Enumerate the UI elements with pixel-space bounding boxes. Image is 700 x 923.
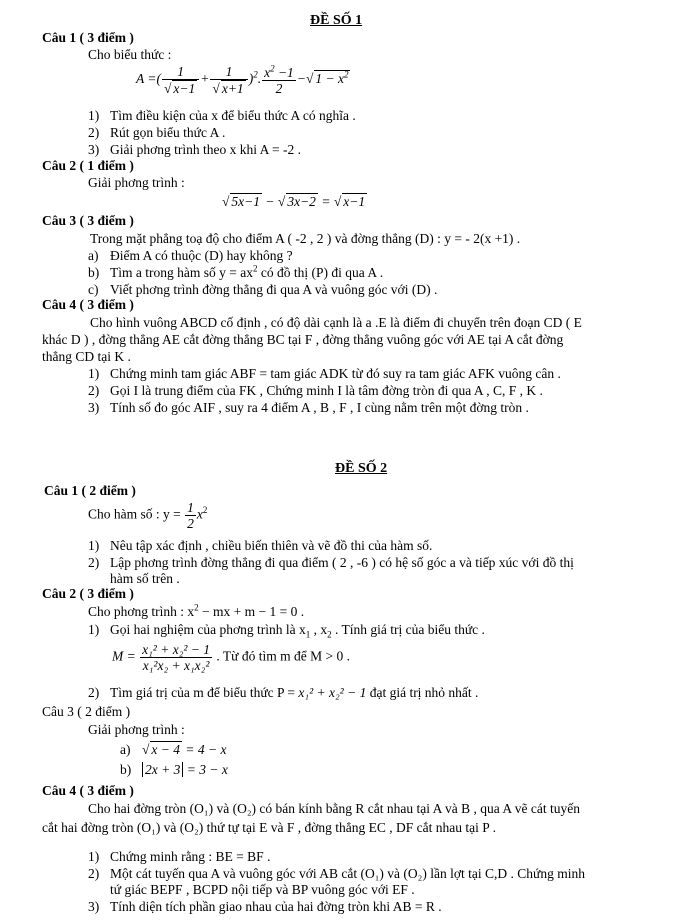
de1-q1-item-2 (88, 125, 225, 142)
minus-sign: − (265, 194, 275, 209)
radicand: x − 4 (151, 742, 181, 757)
intro-text: − mx + m − 1 = 0 . (198, 604, 305, 619)
item-number: 1) (88, 108, 100, 123)
radical-sign: √ (164, 81, 172, 96)
de2-q2-intro (88, 604, 304, 621)
minus-sign: − (296, 71, 306, 87)
radicand (314, 70, 350, 86)
de2-q1-item-2 (88, 555, 574, 572)
de2-q3-item-b (120, 762, 228, 779)
de1-q3-intro: Trong mặt phẳng toạ độ cho điểm A ( -2 , 2 ) và đờng thẳng (D) : y = - 2(x +1) . (90, 231, 521, 246)
radicand: x−1 (173, 81, 196, 96)
formula-paren: ( (156, 71, 161, 87)
item-text: . Tính giá trị của biểu thức . (331, 622, 485, 637)
radicand: x+1 (221, 81, 244, 96)
item-text: Tìm giá trị của m để biểu thức P = (110, 685, 299, 700)
exponent: 2 (202, 505, 208, 516)
item-number: a) (88, 248, 99, 263)
de1-q1-formula (136, 64, 350, 96)
item-text: Tìm a trong hàm số y = ax (110, 265, 253, 280)
fraction (262, 65, 296, 96)
subscript: 2 (327, 629, 332, 640)
denominator (210, 79, 247, 96)
de1-q2-equation (222, 193, 367, 211)
de1-q2-intro: Giải phơng trình : (88, 175, 185, 190)
de2-q1-item-1 (88, 538, 432, 555)
de2-q4-item-1 (88, 849, 270, 866)
radical-sign: √ (305, 71, 314, 87)
item-text: Tính diện tích phần giao nhau của hai đờng tròn khi AB = R . (110, 899, 442, 914)
de2-q2-item-2 (88, 685, 478, 702)
item-text: Giải phơng trình theo x khi A = -2 . (110, 142, 301, 157)
de1-q3-item-a (88, 248, 293, 265)
denominator (162, 79, 199, 96)
item-number: 3) (88, 142, 100, 157)
item-text: Gọi hai nghiệm của phơng trình là x (110, 622, 306, 637)
item-text: Nêu tập xác định , chiều biến thiên và vẽ đồ thi của hàm số. (110, 538, 433, 553)
item-number: 2) (88, 555, 100, 570)
item-number: c) (88, 282, 99, 297)
item-text: tứ giác BEPF , BCPD nội tiếp và BP vuông góc với EF . (110, 882, 415, 897)
item-number: b) (120, 762, 132, 777)
de2-q4-item-3 (88, 899, 442, 916)
item-text: Lập phơng trình đờng thẳng đi qua điểm ( 2 , -6 ) có hệ số góc a và tiếp xúc với đồ thị (110, 555, 574, 570)
item-number: 2) (88, 685, 100, 700)
de1-q4-para-1: Cho hình vuông ABCD cố định , có độ dài cạnh là a .E là điểm đi chuyển trên đoạn CD ( E (90, 315, 582, 330)
radicand-text: 1 − x (315, 71, 344, 87)
absolute-value: 2x + 3 (142, 762, 183, 777)
numerator: x₁² + x₂² − 1 (142, 642, 211, 657)
subscript: 1 (305, 629, 311, 640)
formula-paren: ) (248, 71, 254, 87)
de1-q2-heading: Câu 2 ( 1 điểm ) (42, 158, 134, 173)
item-text: Một cát tuyến qua A và vuông góc với AB cắt (O₁) và (O₂) lần lợt tại C,D . Chứng minh (110, 866, 585, 881)
radical-sign: √ (212, 81, 220, 96)
de1-q3-item-b (88, 265, 383, 282)
num-rest: −1 (274, 64, 294, 80)
fraction (185, 500, 196, 531)
numerator: 1 (187, 500, 194, 515)
exponent: 2 (343, 69, 349, 80)
de2-q3-heading: Câu 3 ( 2 điểm ) (42, 704, 131, 719)
exponent: 2 (194, 602, 199, 613)
fraction (210, 64, 247, 96)
radicand: x−1 (343, 194, 366, 209)
item-text: Tìm điều kiện của x để biểu thức A có nghĩa . (110, 108, 356, 123)
radicand: 5x−1 (231, 194, 261, 209)
var: x (196, 506, 203, 522)
item-text: Viết phơng trình đờng thẳng đi qua A và vuông góc với (D) . (110, 282, 438, 297)
exponent: 2 (253, 69, 258, 80)
exponent: 2 (270, 63, 275, 73)
formula: x₁² + x₂² − 1 (298, 685, 367, 700)
item-number: 3) (88, 899, 100, 914)
de1-q1-heading: Câu 1 ( 3 điểm ) (42, 30, 134, 45)
de2-q3-item-a (120, 741, 227, 759)
dot: . (257, 71, 262, 87)
item-number: 1) (88, 538, 100, 553)
item-text: hàm số trên . (110, 571, 180, 586)
item-text: Gọi I là trung điểm của FK , Chứng minh I là tâm đờng tròn đi qua A , C, F , K . (110, 383, 543, 398)
equals-sign: = (321, 194, 331, 209)
de1-q4-item-3 (88, 400, 529, 417)
de2-q1-function (88, 500, 207, 531)
formula-lhs: M = (112, 648, 136, 664)
intro-text: Cho hàm số : y = (88, 506, 181, 522)
de2-q4-item-2 (88, 866, 585, 883)
denominator: 2 (187, 516, 194, 531)
de2-q4-para-2: cắt hai đờng tròn (O₁) và (O₂) thứ tự tại E và F , đờng thẳng EC , DF cắt nhau tại P . (42, 820, 496, 835)
item-number: 2) (88, 866, 100, 881)
exam-2-title: ĐỀ SỐ 2 (335, 461, 388, 476)
plus-sign: + (200, 71, 210, 87)
radical-sign: √ (222, 194, 230, 209)
de1-q4-heading: Câu 4 ( 3 điểm ) (42, 297, 134, 312)
de1-q4-para-2: khác D ) , đờng thẳng AE cắt đờng thẳng BC tại F , đờng thẳng vuông góc với AE tại A cắt đờng (42, 332, 564, 347)
item-text: . Từ đó tìm m để M > 0 . (216, 648, 350, 664)
de1-q1-intro: Cho biểu thức : (88, 47, 172, 62)
item-number: b) (88, 265, 100, 280)
denominator: 2 (262, 80, 296, 96)
de1-q1-item-1 (88, 108, 356, 125)
de1-q1-item-3 (88, 142, 301, 159)
de2-q4-item-2-cont (88, 882, 415, 899)
fraction (140, 642, 212, 673)
de2-q2-heading: Câu 2 ( 3 điểm ) (42, 586, 134, 601)
de2-q4-heading: Câu 4 ( 3 điểm ) (42, 783, 134, 798)
item-text: Điểm A có thuộc (D) hay không ? (110, 248, 293, 263)
item-text: có đồ thị (P) đi qua A . (257, 265, 384, 280)
item-text: Tính số đo góc AIF , suy ra 4 điểm A , B , F , I cùng nằm trên một đờng tròn . (110, 400, 529, 415)
de2-q3-intro: Giải phơng trình : (88, 722, 185, 737)
var: x (264, 64, 271, 80)
de1-q4-item-2 (88, 383, 543, 400)
radicand: 3x−2 (287, 194, 316, 209)
item-number: 1) (88, 849, 100, 864)
de1-q4-item-1 (88, 366, 561, 383)
fraction (162, 64, 199, 96)
item-number: 2) (88, 125, 100, 140)
numerator: 1 (225, 64, 233, 79)
item-number: a) (120, 742, 131, 757)
item-number: 1) (88, 622, 100, 637)
de2-q2-m-expression (112, 642, 350, 673)
equation-rest: = 3 − x (183, 762, 228, 777)
numerator: 1 (177, 64, 185, 79)
de1-q4-para-3: thẳng CD tại K . (42, 349, 131, 364)
item-text: Chứng minh rằng : BE = BF . (110, 849, 271, 864)
item-text: Rút gọn biểu thức A . (110, 125, 226, 140)
de1-q3-item-c (88, 282, 437, 299)
item-number: 3) (88, 400, 100, 415)
radical-sign: √ (277, 194, 286, 209)
item-text: Chứng minh tam giác ABF = tam giác ADK từ đó suy ra tam giác AFK vuông cân . (110, 366, 561, 381)
exam-1-title: ĐỀ SỐ 1 (310, 13, 363, 28)
de2-q4-para-1: Cho hai đờng tròn (O₁) và (O₂) có bán kính bằng R cắt nhau tại A và B , qua A vẽ cát tuyến (88, 801, 580, 816)
item-text: , x (310, 622, 328, 637)
equation-rest: = 4 − x (182, 742, 227, 757)
item-text: đạt giá trị nhỏ nhất . (366, 685, 479, 700)
denominator: x₁²x₂ + x₁x₂² (140, 657, 212, 673)
de1-q3-heading: Câu 3 ( 3 điểm ) (42, 213, 134, 228)
item-number: 2) (88, 383, 100, 398)
intro-text: Cho phơng trình : x (88, 604, 195, 619)
item-number: 1) (88, 366, 100, 381)
radical-sign: √ (333, 194, 342, 209)
de2-q1-heading: Câu 1 ( 2 điểm ) (44, 483, 136, 498)
numerator (262, 65, 296, 80)
radical-sign: √ (142, 742, 150, 757)
exponent: 2 (252, 263, 258, 274)
de2-q2-item-1 (88, 622, 485, 639)
formula-lhs: A = (136, 71, 157, 87)
